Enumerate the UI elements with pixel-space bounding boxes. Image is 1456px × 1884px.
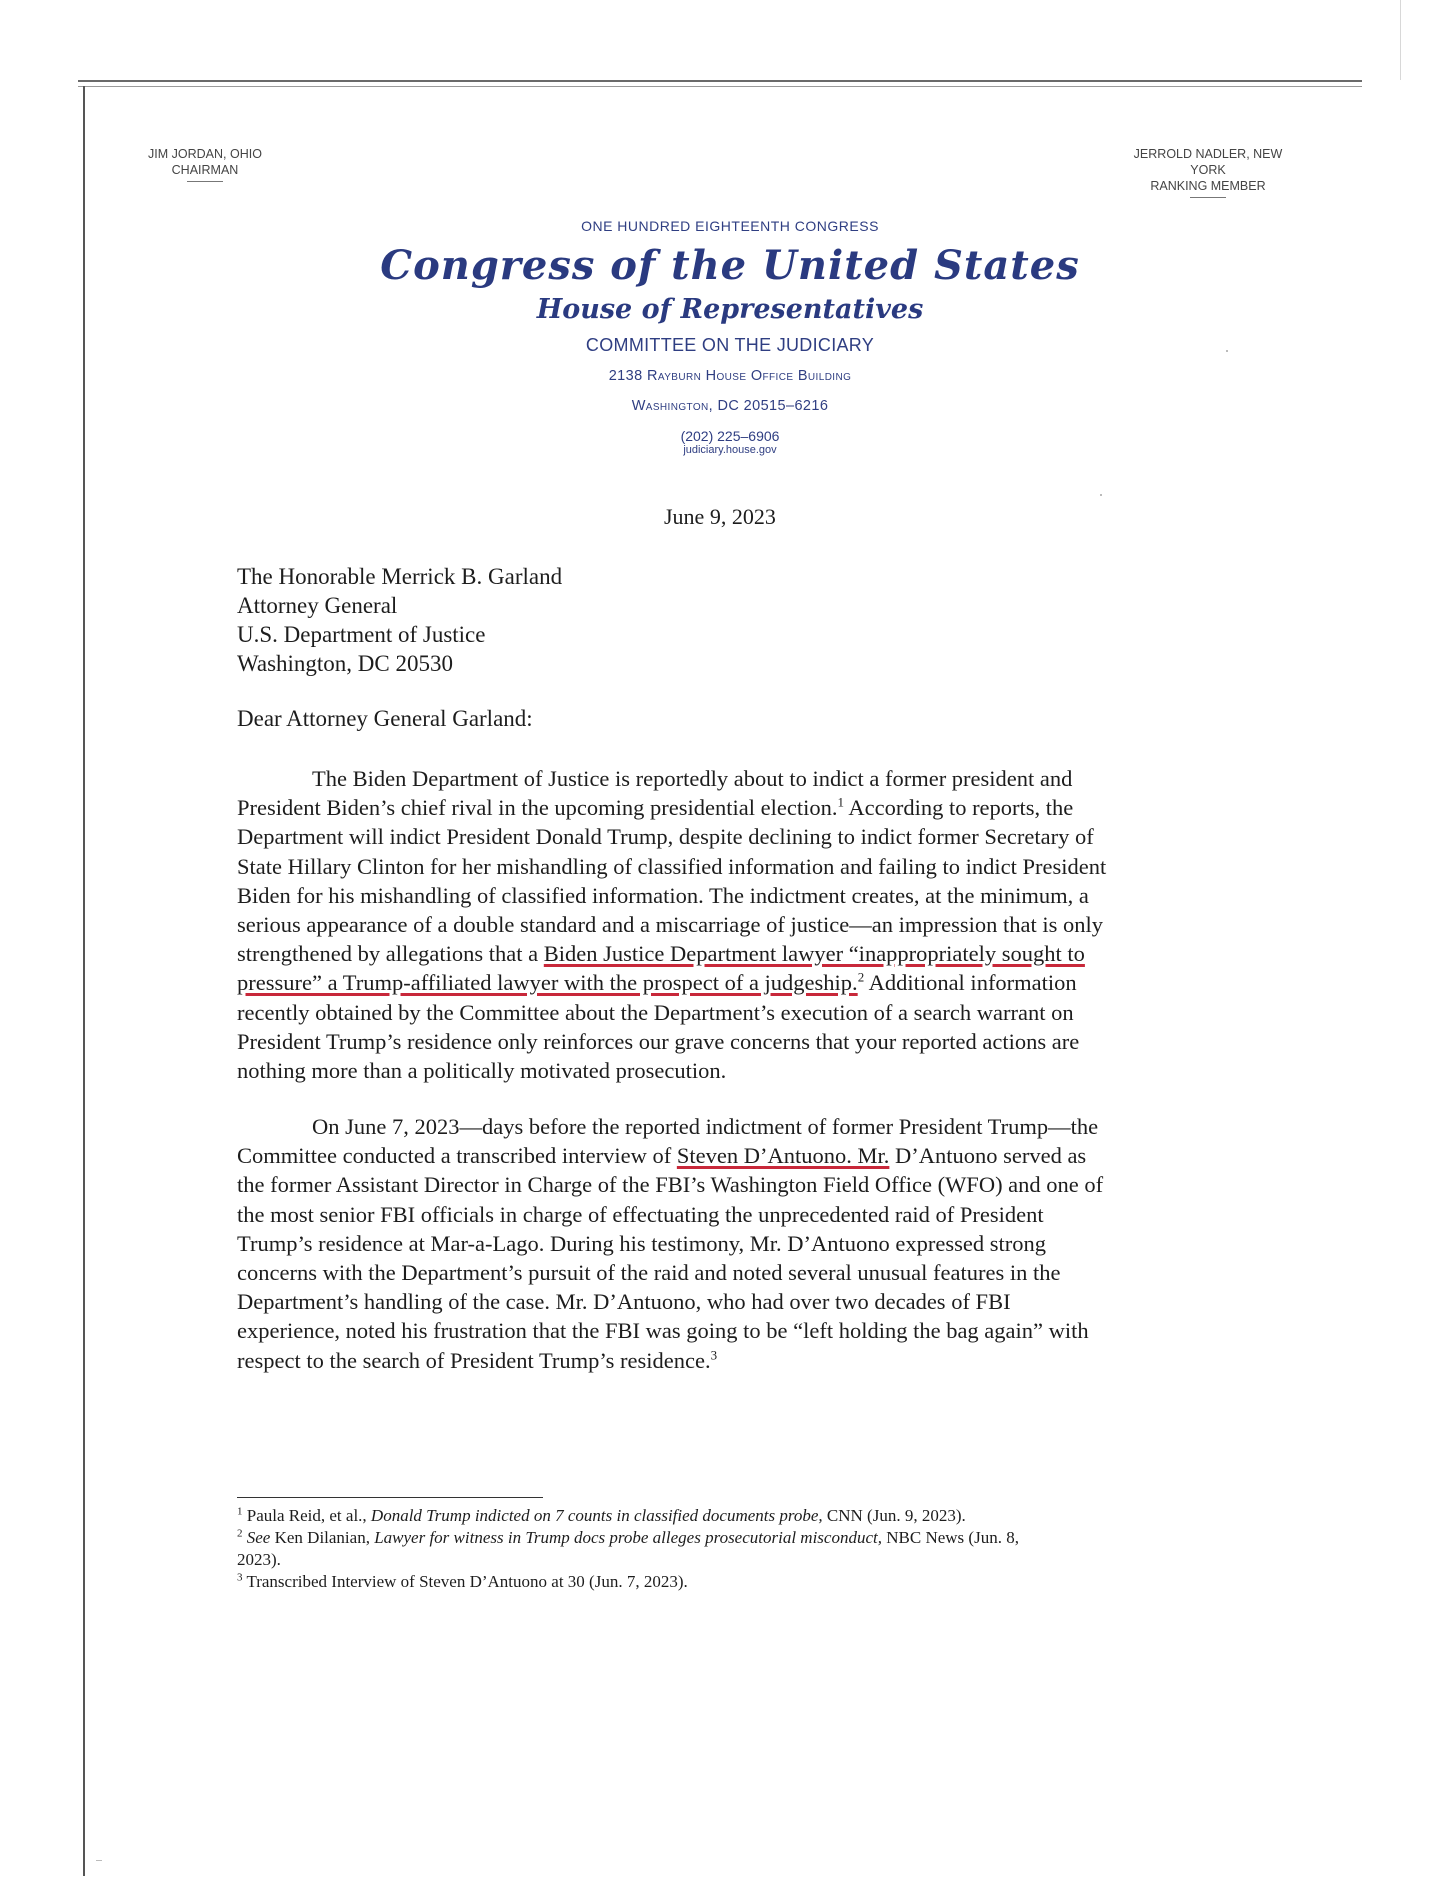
chairman-rule [187, 181, 223, 182]
text-line: On June 7, 2023—days before the reported indictment of former President Trump—the [312, 1114, 1099, 1139]
ranking-member-name: JERROLD NADLER, NEW YORK [1133, 147, 1283, 177]
red-underlined-text: Steven D’Antuono. Mr. [676, 1143, 890, 1169]
committee-city: Washington, DC 20515–6216 [631, 398, 829, 414]
text-span: Transcribed Interview of Steven D’Antuono at 30 (Jun. 7, 2023). [242, 1572, 688, 1591]
text-span: strengthened by allegations that a [237, 941, 544, 967]
text-span: NBC News (Jun. 8, [882, 1528, 1019, 1547]
scan-border-top [78, 80, 1362, 82]
text-line [237, 793, 1219, 822]
scan-speck [1226, 350, 1228, 352]
committee-phone: (202) 225–6906 [680, 428, 780, 444]
footnote-ref: 3 [710, 1347, 718, 1363]
paragraph-2 [237, 1112, 1219, 1375]
committee-name: COMMITTEE ON THE JUDICIARY [585, 335, 875, 355]
text-line: the former Assistant Director in Charge of the FBI’s Washington Field Office (WFO) and one of [237, 1172, 1104, 1198]
text-span: According to reports, the [843, 795, 1074, 821]
footnote-ref: 1 [837, 794, 844, 810]
ranking-member-block [1118, 146, 1298, 198]
ranking-member-title: RANKING MEMBER [1150, 179, 1266, 193]
congress-number: ONE HUNDRED EIGHTEENTH CONGRESS [581, 218, 879, 234]
footnote-source-title: Lawyer for witness in Trump docs probe alleges prosecutorial misconduct, [374, 1528, 882, 1547]
scan-border-left [83, 86, 85, 1876]
red-underlined-text: Biden Justice Department lawyer “inappropriately sought to [543, 941, 1085, 967]
text-span: Ken Dilanian, [270, 1528, 375, 1547]
text-line: recently obtained by the Committee about the Department’s execution of a search warrant on [237, 999, 1074, 1025]
paragraph-1 [237, 764, 1219, 1085]
letterhead-house: House of Representatives [536, 294, 924, 325]
text-line [237, 968, 1219, 997]
footnote-signal: See [246, 1528, 271, 1547]
footnote-number: 3 [237, 1571, 243, 1584]
red-underlined-text: pressure” a Trump-affiliated lawyer with the prospect of a judgeship. [237, 970, 858, 996]
text-span: President Biden’s chief rival in the upcoming presidential election. [237, 795, 838, 821]
letterhead-title: Congress of the United States [380, 242, 1080, 289]
salutation: Dear Attorney General Garland: [237, 706, 533, 731]
text-span: respect to the search of President Trump’s residence. [237, 1347, 711, 1373]
letterhead [380, 218, 1080, 456]
footnote-source-title: Donald Trump indicted on 7 counts in classified documents probe, [370, 1506, 823, 1525]
text-line: Department will indict President Donald Trump, despite declining to indict former Secretary of [237, 824, 1094, 850]
text-span: Committee conducted a transcribed interview of [237, 1143, 677, 1169]
recipient-line: Attorney General [237, 593, 398, 618]
recipient-line: U.S. Department of Justice [237, 622, 486, 647]
text-line: concerns with the Department’s pursuit of the raid and noted several unusual features in the [237, 1260, 1061, 1286]
text-line [237, 1346, 1219, 1375]
text-line: The Biden Department of Justice is reportedly about to indict a former president and [312, 766, 1073, 791]
footnote-3 [237, 1571, 1227, 1593]
ranking-member-rule [1190, 197, 1226, 198]
scan-speck [96, 1860, 102, 1861]
scan-border-right [1400, 0, 1401, 80]
scan-speck [1100, 494, 1102, 496]
text-line: nothing more than a politically motivated prosecution. [237, 1058, 727, 1084]
footnote-ref: 2 [857, 969, 865, 985]
text-line: serious appearance of a double standard and a miscarriage of justice—an impression that is only [237, 912, 1103, 938]
footnotes [237, 1505, 1227, 1593]
recipient-address [237, 562, 562, 678]
text-line: experience, noted his frustration that the FBI was going to be “left holding the bag again” with [237, 1318, 1089, 1344]
chairman-block [140, 146, 270, 182]
recipient-line: Washington, DC 20530 [237, 651, 454, 676]
footnote-number: 1 [237, 1505, 243, 1518]
committee-address: 2138 Rayburn House Office Building [608, 368, 852, 384]
text-line: Biden for his mishandling of classified information. The indictment creates, at the minimum, a [237, 882, 1089, 908]
recipient-line: The Honorable Merrick B. Garland [237, 564, 563, 589]
committee-website: judiciary.house.gov [683, 444, 777, 456]
text-line: the most senior FBI officials in charge of effectuating the unprecedented raid of President [237, 1201, 1044, 1227]
text-span: CNN (Jun. 9, 2023). [822, 1506, 966, 1525]
letter-date: June 9, 2023 [664, 504, 776, 529]
scan-border-top-inner [78, 86, 1362, 87]
text-span: Additional information [864, 970, 1077, 996]
text-span: D’Antuono served as [889, 1143, 1087, 1169]
text-line: President Trump’s residence only reinforces our grave concerns that your reported actions are [237, 1028, 1080, 1054]
footnote-2-continued: 2023). [237, 1550, 281, 1569]
text-line [237, 939, 1219, 968]
footnote-rule [237, 1497, 543, 1498]
footnote-number: 2 [237, 1527, 243, 1540]
text-line: Department’s handling of the case. Mr. D’Antuono, who had over two decades of FBI [237, 1289, 1011, 1315]
footnote-1 [237, 1505, 1227, 1527]
chairman-title: CHAIRMAN [171, 163, 239, 177]
chairman-name: JIM JORDAN, OHIO [148, 147, 262, 161]
footnote-2 [237, 1527, 1227, 1549]
text-line: State Hillary Clinton for her mishandling of classified information and failing to indict President [237, 853, 1107, 879]
text-line: Trump’s residence at Mar-a-Lago. During his testimony, Mr. D’Antuono expressed strong [237, 1230, 1047, 1256]
text-line [237, 1141, 1219, 1170]
text-span: Paula Reid, et al., [242, 1506, 371, 1525]
